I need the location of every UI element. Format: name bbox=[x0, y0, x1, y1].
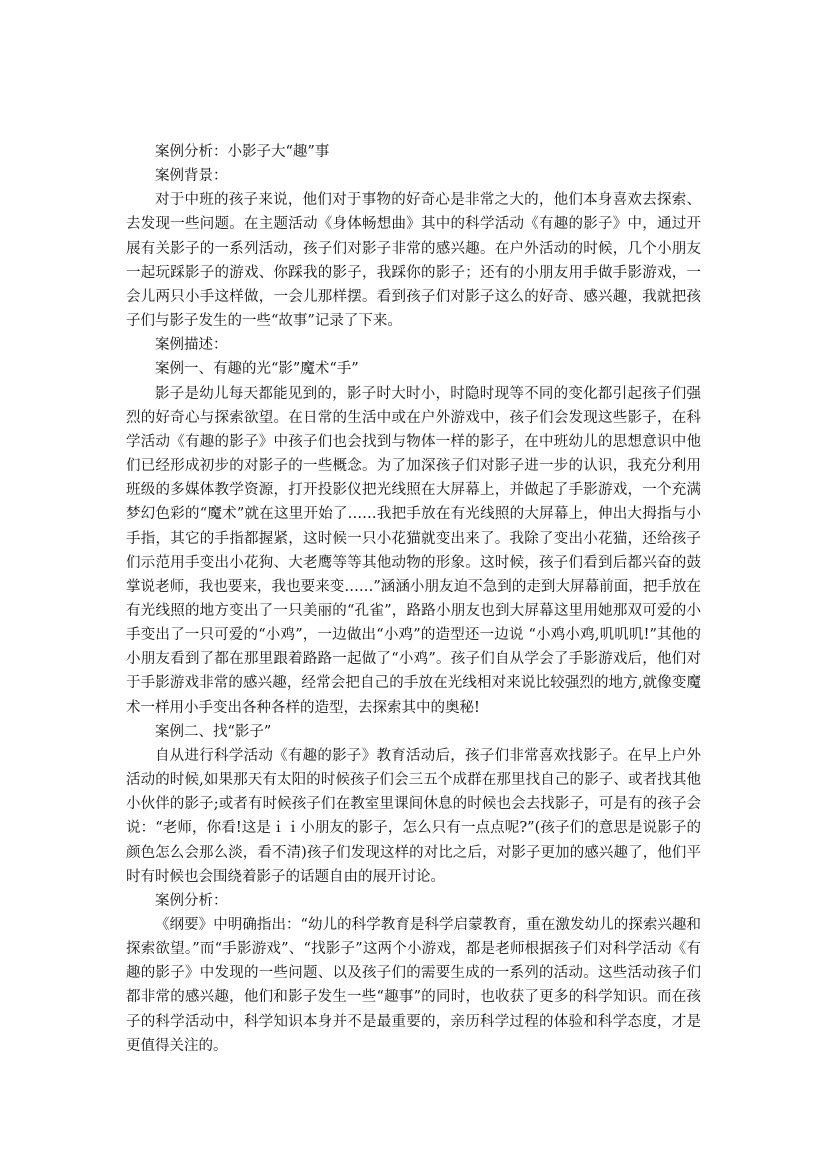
analysis-paragraph: 《纲要》中明确指出：“幼儿的科学教育是科学启蒙教育，重在激发幼儿的探索兴趣和探索欲望。”而“手影游戏”、“找影子”这两个小游戏，都是老师根据孩子们对科学活动《有趣的影子》中发现的一些问题、以及孩子们的需要生成的一系列的活动。这些活动孩子们都非常的感兴趣，他们和影子发生一些“趣事”的同时，也收获了更多的科学知识。而在孩子的科学活动中，科学知识本身并不是最重要的，亲历科学过程的体验和科学态度，才是更值得关注的。 bbox=[126, 917, 701, 1054]
case2-paragraph: 自从进行科学活动《有趣的影子》教育活动后，孩子们非常喜欢找影子。在早上户外活动的时候,如果那天有太阳的时候孩子们会三五个成群在那里找自己的影子、或者找其他小伙伴的影子;或者有时候孩子们在教室里课间休息的时候也会去找影子，可是有的孩子会说：“老师，你看!这是ｉｉ小朋友的影子，怎么只有一点点呢?”(孩子们的意思是说影子的颜色怎么会那么淡，看不清)孩子们发现这样的对比之后，对影子更加的感兴趣了，他们平时有时候也会围绕着影子的话题自由的展开讨论。 bbox=[126, 747, 701, 885]
description-heading: 案例描述： bbox=[155, 337, 228, 354]
analysis-heading: 案例分析： bbox=[155, 892, 228, 909]
background-heading: 案例背景： bbox=[155, 168, 228, 185]
case1-title: 案例一、有趣的光“影”魔术“手” bbox=[155, 361, 359, 378]
background-paragraph: 对于中班的孩子来说，他们对于事物的好奇心是非常之大的，他们本身喜欢去探索、去发现一些问题。在主题活动《身体畅想曲》其中的科学活动《有趣的影子》中，通过开展有关影子的一系列活动，孩子们对影子非常的感兴趣。在户外活动的时候，几个小朋友一起玩踩影子的游戏、你踩我的影子，我踩你的影子；还有的小朋友用手做手影游戏，一会儿两只小手这样做，一会儿那样摆。看到孩子们对影子这么的好奇、感兴趣，我就把孩子们与影子发生的一些“故事”记录了下来。 bbox=[126, 192, 701, 330]
document-title: 案例分析：小影子大“趣”事 bbox=[155, 144, 330, 160]
case1-paragraph: 影子是幼儿每天都能见到的，影子时大时小，时隐时现等不同的变化都引起孩子们强烈的好奇心与探索欲望。在日常的生活中或在户外游戏中，孩子们会发现这些影子，在科学活动《有趣的影子》中孩子们也会找到与物体一样的影子，在中班幼儿的思想意识中他们已经形成初步的对影子的一些概念。为了加深孩子们对影子进一步的认识，我充分利用班级的多媒体教学资源，打开投影仪把光线照在大屏幕上，并做起了手影游戏，一个充满梦幻色彩的“魔术”就在这里开始了……我把手放在有光线照的大屏幕上，伸出大拇指与小手指，其它的手指都握紧，这时候一只小花猫就变出来了。我除了变出小花猫，还给孩子们示范用手变出小花狗、大老鹰等等其他动物的形象。这时候，孩子们看到后都兴奋的鼓掌说老师，我也要来，我也要来变……”涵涵小朋友迫不急到的走到大屏幕前面，把手放在有光线照的地方变出了一只美丽的“孔雀”，路路小朋友也到大屏幕这里用她那双可爱的小手变出了一只可爱的“小鸡”，一边做出“小鸡”的造型还一边说 “小鸡小鸡,叽叽叽!”其他的小朋友看到了都在那里跟着路路一起做了“小鸡”。孩子们自从学会了手影游戏后，他们对于手影游戏非常的感兴趣，经常会把自己的手放在光线相对来说比较强烈的地方,就像变魔术一样用小手变出各种各样的造型，去探索其中的奥秘! bbox=[126, 385, 701, 716]
document-body bbox=[126, 140, 701, 1058]
case2-title: 案例二、找“影子” bbox=[155, 723, 272, 740]
